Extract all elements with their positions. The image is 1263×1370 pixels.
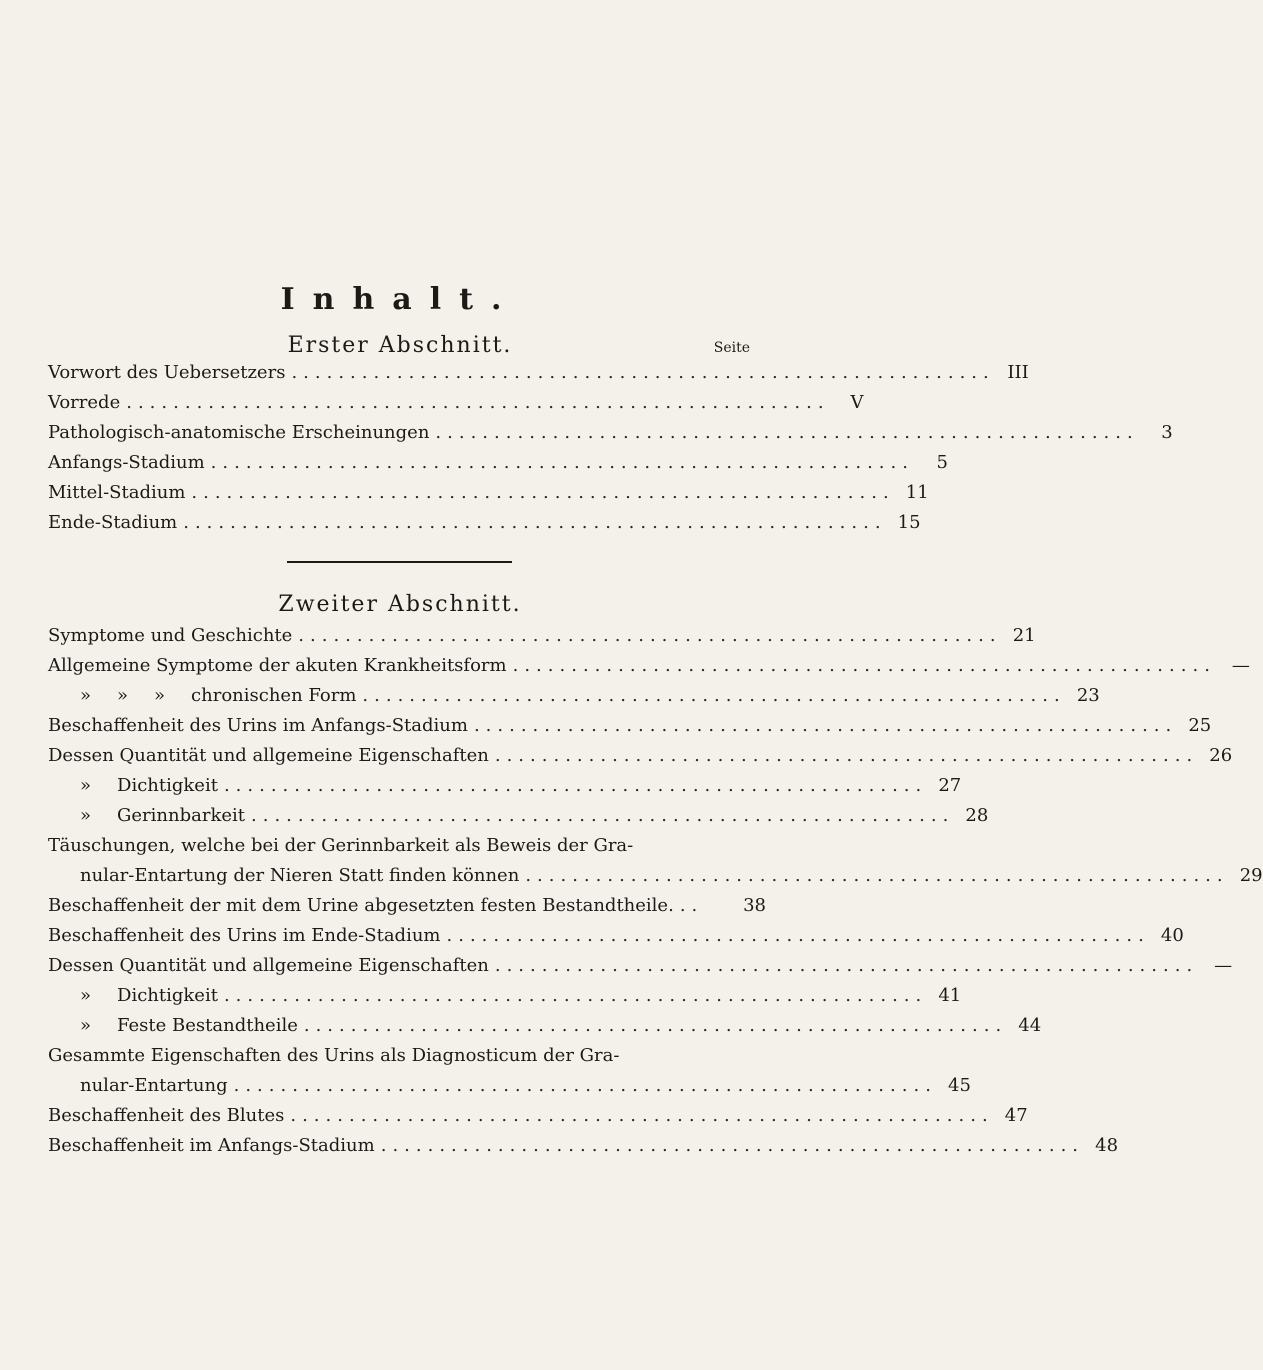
ditto-mark: » [154, 685, 166, 706]
toc-entry [48, 448, 948, 478]
toc-entry [80, 681, 1100, 711]
toc-entry [48, 951, 1233, 981]
ditto-marks [80, 801, 91, 831]
toc-entry-text: Vorwort des Uebersetzers [48, 362, 286, 383]
leader-dots: ............................................................ [473, 715, 1178, 736]
leader-dots: ............................................................ [126, 392, 830, 413]
ditto-mark: » [80, 1015, 92, 1036]
toc-entry-text: Feste Bestandtheile [117, 1015, 298, 1036]
leader-dots: ............................................................ [435, 422, 1139, 443]
toc-entry-page: 45 [948, 1075, 971, 1096]
leader-dots: ............................................................ [291, 362, 995, 383]
leader-dots: ............................................................ [512, 655, 1216, 676]
toc-entry-page: 25 [1188, 715, 1212, 736]
toc-entry [48, 508, 921, 538]
toc-entry-page: 29 [1239, 865, 1263, 886]
toc-entry-text: Mittel-Stadium [48, 482, 186, 503]
toc-entry-text: Dessen Quantität und allgemeine Eigenschaften [48, 745, 489, 766]
toc-entry [80, 1011, 1042, 1041]
toc-entry-text: Täuschungen, welche bei der Gerinnbarkeit als Beweis der Gra- [48, 835, 634, 856]
leader-dots: ............................................................ [525, 865, 1229, 886]
leader-dots: ............................................................ [210, 452, 914, 473]
leader-dots: ............................................................ [446, 925, 1150, 946]
toc-entry-page: 40 [1160, 925, 1184, 946]
page-title: Inhalt. [280, 282, 520, 317]
leader-dots: ............................................................ [183, 512, 887, 533]
toc-entry [80, 771, 962, 801]
toc-entry-page: 26 [1209, 745, 1233, 766]
leader-dots: ............................................................ [494, 955, 1199, 976]
toc-entry [80, 981, 962, 1011]
leader-dots: .. [679, 895, 704, 916]
section-heading-2: Zweiter Abschnitt. [278, 592, 522, 617]
toc-entry-text: Pathologisch-anatomische Erscheinungen [48, 422, 430, 443]
ditto-marks [80, 981, 91, 1011]
leader-dots: ............................................................ [251, 805, 955, 826]
toc-entry [48, 831, 766, 861]
toc-entry-page: 3 [1161, 422, 1173, 443]
leader-dots: ............................................................ [223, 985, 928, 1006]
toc-entry-text: Ende-Stadium [48, 512, 178, 533]
leader-dots: ............................................................ [223, 775, 928, 796]
toc-entry [48, 418, 1173, 448]
toc-entry-text: Gesammte Eigenschaften des Urins als Diagnosticum der Gra- [48, 1045, 620, 1066]
toc-entry-page: — [1231, 655, 1250, 676]
toc-entry-page: 21 [1012, 625, 1036, 646]
section-divider [287, 561, 512, 563]
toc-entry [48, 478, 929, 508]
toc-entry-text: Dichtigkeit [117, 775, 218, 796]
ditto-marks [80, 1011, 91, 1041]
toc-entry-text: Beschaffenheit des Blutes [48, 1105, 285, 1126]
leader-dots: ............................................................ [290, 1105, 994, 1126]
toc-entry-page: 44 [1018, 1015, 1042, 1036]
toc-entry-page: 15 [897, 512, 921, 533]
toc-entry-text: Gerinnbarkeit [117, 805, 246, 826]
leader-dots: ............................................................ [233, 1075, 937, 1096]
toc-entry-page: 41 [938, 985, 962, 1006]
ditto-mark: » [80, 775, 92, 796]
toc-entry-page: 47 [1004, 1105, 1028, 1126]
toc-entry-page: 38 [743, 895, 766, 916]
leader-dots: ............................................................ [380, 1135, 1085, 1156]
ditto-marks [80, 771, 91, 801]
leader-dots: ............................................................ [362, 685, 1066, 706]
toc-entry-page: III [1007, 362, 1029, 383]
toc-entry [48, 621, 1036, 651]
toc-entry-page: 27 [938, 775, 962, 796]
ditto-marks [80, 681, 165, 711]
toc-entry-text: Beschaffenheit im Anfangs-Stadium [48, 1135, 375, 1156]
toc-entry [48, 711, 1212, 741]
ditto-mark: » [80, 985, 92, 1006]
toc-entry [48, 891, 766, 921]
toc-entry-text-continued: nular-Entartung [80, 1075, 228, 1096]
toc-entry-page: 23 [1076, 685, 1100, 706]
leader-dots: ............................................................ [298, 625, 1002, 646]
toc-entry-text: Allgemeine Symptome der akuten Krankheitsform [48, 655, 507, 676]
toc-entry [48, 1041, 766, 1071]
toc-entry [48, 651, 1250, 681]
toc-entry-page: — [1214, 955, 1233, 976]
toc-entry [48, 1101, 1028, 1131]
toc-entry [48, 388, 864, 418]
toc-entry-text: Vorrede [48, 392, 121, 413]
toc-entry [48, 358, 1029, 388]
toc-entry-text: Beschaffenheit der mit dem Urine abgesetzten festen Bestandtheile. [48, 895, 674, 916]
toc-entry-page: 5 [936, 452, 948, 473]
ditto-mark: » [117, 685, 129, 706]
leader-dots: ............................................................ [303, 1015, 1008, 1036]
toc-entry-page: 11 [905, 482, 929, 503]
toc-entry [48, 741, 1233, 771]
seite-label: Seite [713, 340, 750, 356]
ditto-mark: » [80, 685, 92, 706]
toc-entry-text: chronischen Form [191, 685, 357, 706]
ditto-mark: » [80, 805, 92, 826]
toc-entry-text: Anfangs-Stadium [48, 452, 205, 473]
leader-dots: ............................................................ [494, 745, 1199, 766]
toc-entry-continuation [80, 1071, 971, 1101]
toc-entry-page: 48 [1095, 1135, 1119, 1156]
toc-entry [48, 1131, 1119, 1161]
toc-entry [80, 801, 989, 831]
toc-entry-text: Symptome und Geschichte [48, 625, 293, 646]
toc-entry-text: Dessen Quantität und allgemeine Eigenschaften [48, 955, 489, 976]
toc-entry-continuation [80, 861, 1263, 891]
toc-entry-text: Beschaffenheit des Urins im Ende-Stadium [48, 925, 441, 946]
toc-entry-text: Dichtigkeit [117, 985, 218, 1006]
toc-entry-text: Beschaffenheit des Urins im Anfangs-Stadium [48, 715, 468, 736]
leader-dots: ............................................................ [191, 482, 895, 503]
toc-entry-page: V [850, 392, 864, 413]
toc-entry-page: 28 [965, 805, 989, 826]
toc-entry [48, 921, 1184, 951]
section-heading-1: Erster Abschnitt. [287, 333, 513, 358]
toc-entry-text-continued: nular-Entartung der Nieren Statt finden können [80, 865, 520, 886]
